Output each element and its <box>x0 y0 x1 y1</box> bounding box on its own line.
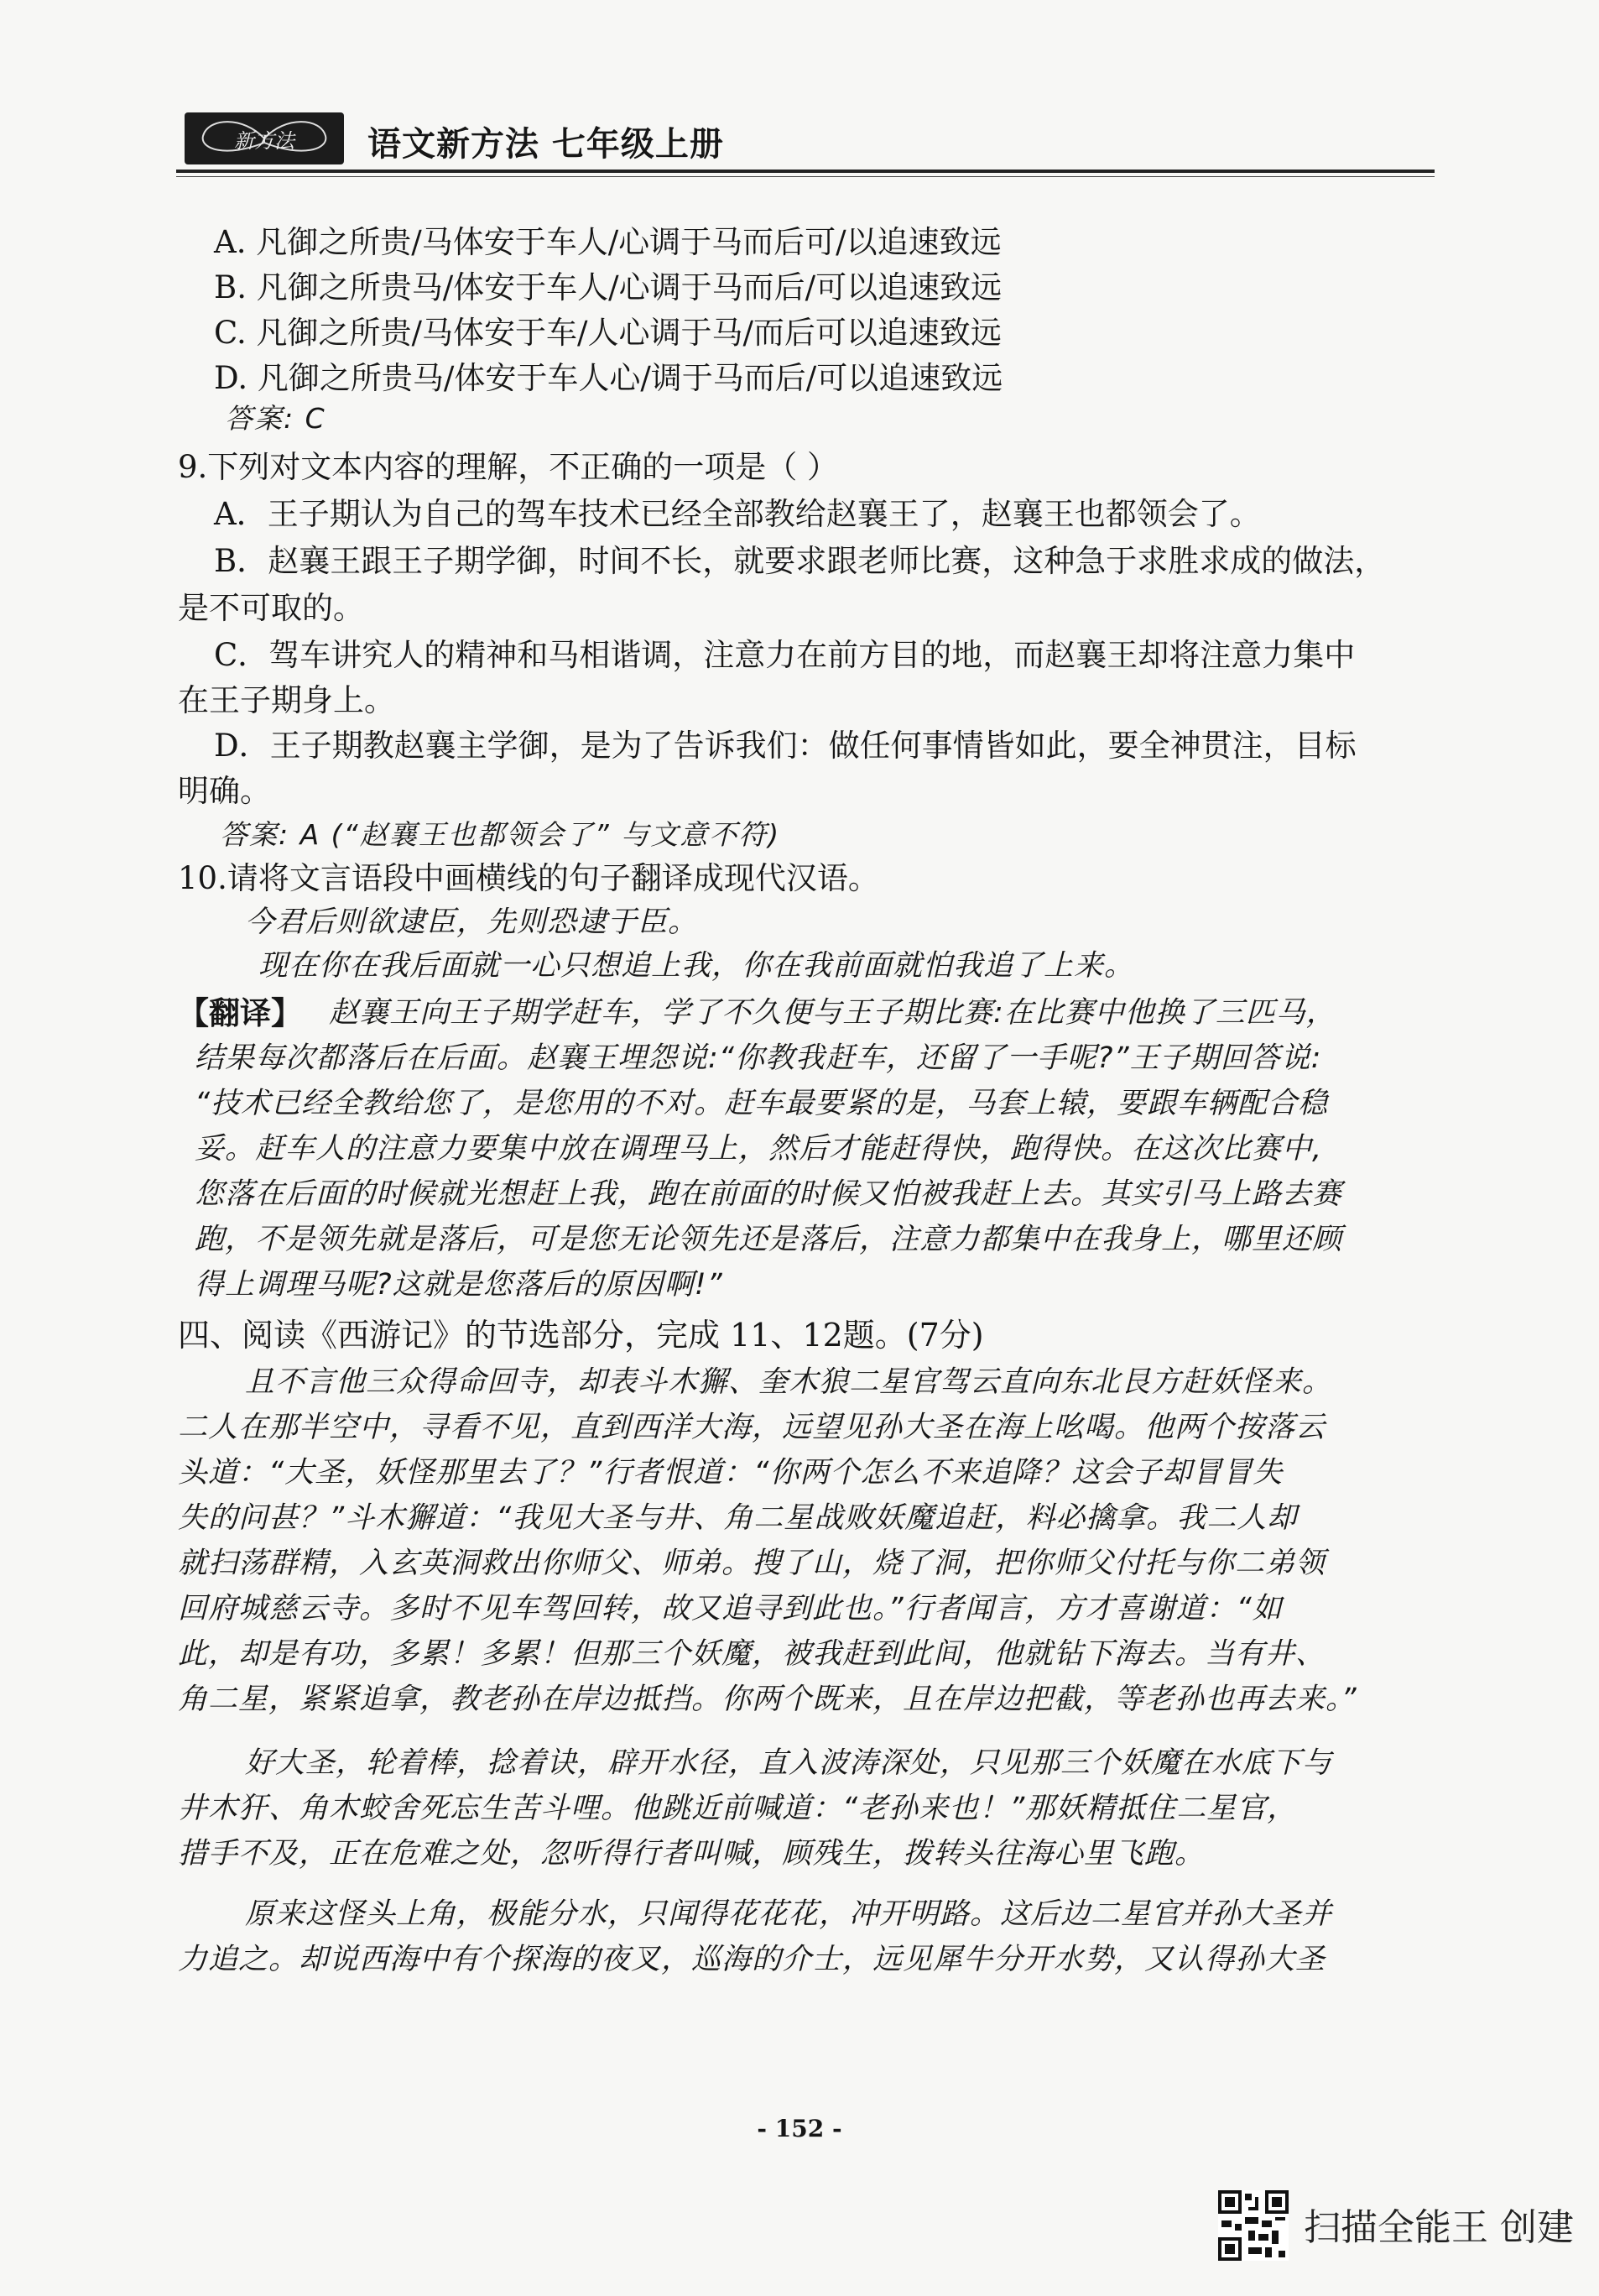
page-number: - 152 - <box>757 2115 842 2142</box>
reading-passage-line: 头道：“大圣，妖怪那里去了？”行者恨道：“你两个怎么不来追降？这会子却冒冒失 <box>178 1456 1284 1490</box>
section-4-heading: 四、阅读《西游记》的节选部分，完成 11、12题。(7分) <box>178 1317 984 1354</box>
reading-passage-line: 且不言他三众得命回寺，却表斗木獬、奎木狼二星官驾云直向东北艮方赶妖怪来。 <box>245 1365 1333 1399</box>
translation-line: 跑，不是领先就是落后，可是您无论领先还是落后，注意力都集中在我身上，哪里还顾 <box>195 1223 1343 1256</box>
scanner-watermark: 扫描全能王 创建 <box>1304 2206 1574 2249</box>
reading-passage-line: 角二星，紧紧追拿，教老孙在岸边抵挡。你两个既来，且在岸边把截，等老孙也再去来。” <box>178 1683 1357 1716</box>
butterfly-logo-icon <box>185 112 344 164</box>
q8-option-c: C. 凡御之所贵/马体安于车/人心调于马/而后可以追速致远 <box>214 315 1002 351</box>
svg-text:新方法: 新方法 <box>234 129 294 153</box>
reading-passage-line: 就扫荡群精，入玄英洞救出你师父、师弟。搜了山，烧了洞，把你师父付托与你二弟领 <box>178 1547 1326 1580</box>
q10-stem: 10.请将文言语段中画横线的句子翻译成现代汉语。 <box>178 860 879 896</box>
translation-line: 赵襄王向王子期学赶车，学了不久便与王子期比赛:在比赛中他换了三匹马， <box>329 996 1336 1030</box>
q9-option-b: B．赵襄王跟王子期学御，时间不长，就要求跟老师比赛，这种急于求胜求成的做法， <box>214 543 1386 579</box>
page-header <box>176 107 1443 183</box>
q8-option-b: B. 凡御之所贵马/体安于车人/心调于马而后/可以追速致远 <box>214 269 1003 305</box>
reading-passage-line: 失的问甚？”斗木獬道：“我见大圣与井、角二星战败妖魔追赶，料必擒拿。我二人却 <box>178 1501 1298 1535</box>
translation-line: “技术已经全教给您了，是您用的不对。赶车最要紧的是，马套上辕，要跟车辆配合稳 <box>195 1087 1329 1120</box>
translation-line: 妥。赶车人的注意力要集中放在调理马上，然后才能赶得快，跑得快。在这次比赛中, <box>195 1132 1323 1166</box>
reading-passage-line: 好大圣，轮着棒，捻着诀，辟开水径，直入波涛深处，只见那三个妖魔在水底下与 <box>245 1746 1333 1780</box>
qr-code-icon <box>1218 2190 1289 2261</box>
reading-passage-line: 井木犴、角木蛟舍死忘生苦斗哩。他跳近前喊道：“老孙来也！”那妖精抵住二星官， <box>178 1792 1298 1825</box>
header-divider-thin <box>176 176 1435 177</box>
translation-line: 您落在后面的时候就光想赶上我，跑在前面的时候又怕被我赶上去。其实引马上路去赛 <box>195 1177 1343 1211</box>
q9-stem: 9.下列对文本内容的理解，不正确的一项是（ ） <box>178 449 839 485</box>
q9-answer: 答案: A (“赵襄王也都领会了” 与文意不符) <box>220 818 781 851</box>
q9-option-d-cont: 明确。 <box>178 773 271 809</box>
q10-sentence: 今君后则欲逮臣，先则恐逮于臣。 <box>245 905 699 939</box>
reading-passage-line: 回府城慈云寺。多时不见车驾回转，故又追寻到此也。”行者闻言，方才喜谢道：“如 <box>178 1592 1283 1625</box>
q8-option-a: A. 凡御之所贵/马体安于车人/心调于马而后可/以追速致远 <box>214 224 1002 260</box>
reading-passage-line: 二人在那半空中，寻看不见，直到西洋大海，远望见孙大圣在海上吆喝。他两个按落云 <box>178 1411 1326 1444</box>
book-title: 语文新方法 七年级上册 <box>367 125 724 164</box>
translation-line: 得上调理马呢?这就是您落后的原因啊!” <box>195 1268 723 1302</box>
q9-option-b-cont: 是不可取的。 <box>178 590 364 626</box>
reading-passage-line: 措手不及，正在危难之处，忽听得行者叫喊，顾残生，拨转头往海心里飞跑。 <box>178 1837 1206 1871</box>
q8-option-d: D. 凡御之所贵马/体安于车人心/调于马而后/可以追速致远 <box>214 360 1003 396</box>
q9-option-a: A．王子期认为自己的驾车技术已经全部教给赵襄王了，赵襄王也都领会了。 <box>214 496 1261 532</box>
header-divider <box>176 170 1435 173</box>
reading-passage-line: 原来这怪头上角，极能分水，只闻得花花花，冲开明路。这后边二星官并孙大圣并 <box>245 1897 1333 1931</box>
reading-passage-line: 力追之。却说西海中有个探海的夜叉，巡海的介士，远见犀牛分开水势，又认得孙大圣 <box>178 1943 1326 1976</box>
translation-label: 【翻译】 <box>178 994 302 1031</box>
reading-passage-line: 此，却是有功，多累！多累！但那三个妖魔，被我赶到此间，他就钻下海去。当有井、 <box>178 1637 1326 1671</box>
q9-option-c: C．驾车讲究人的精神和马相谐调，注意力在前方目的地，而赵襄王却将注意力集中 <box>214 637 1356 673</box>
q9-option-c-cont: 在王子期身上。 <box>178 682 395 718</box>
q9-option-d: D．王子期教赵襄主学御，是为了告诉我们：做任何事情皆如此，要全神贯注，目标 <box>214 728 1357 764</box>
q10-translation: 现在你在我后面就一心只想追上我，你在我前面就怕我追了上来。 <box>258 949 1135 983</box>
translation-line: 结果每次都落后在后面。赵襄王埋怨说:“你教我赶车，还留了一手呢?”王子期回答说: <box>195 1041 1322 1075</box>
q8-answer: 答案: C <box>225 402 326 435</box>
book-logo <box>185 112 344 164</box>
